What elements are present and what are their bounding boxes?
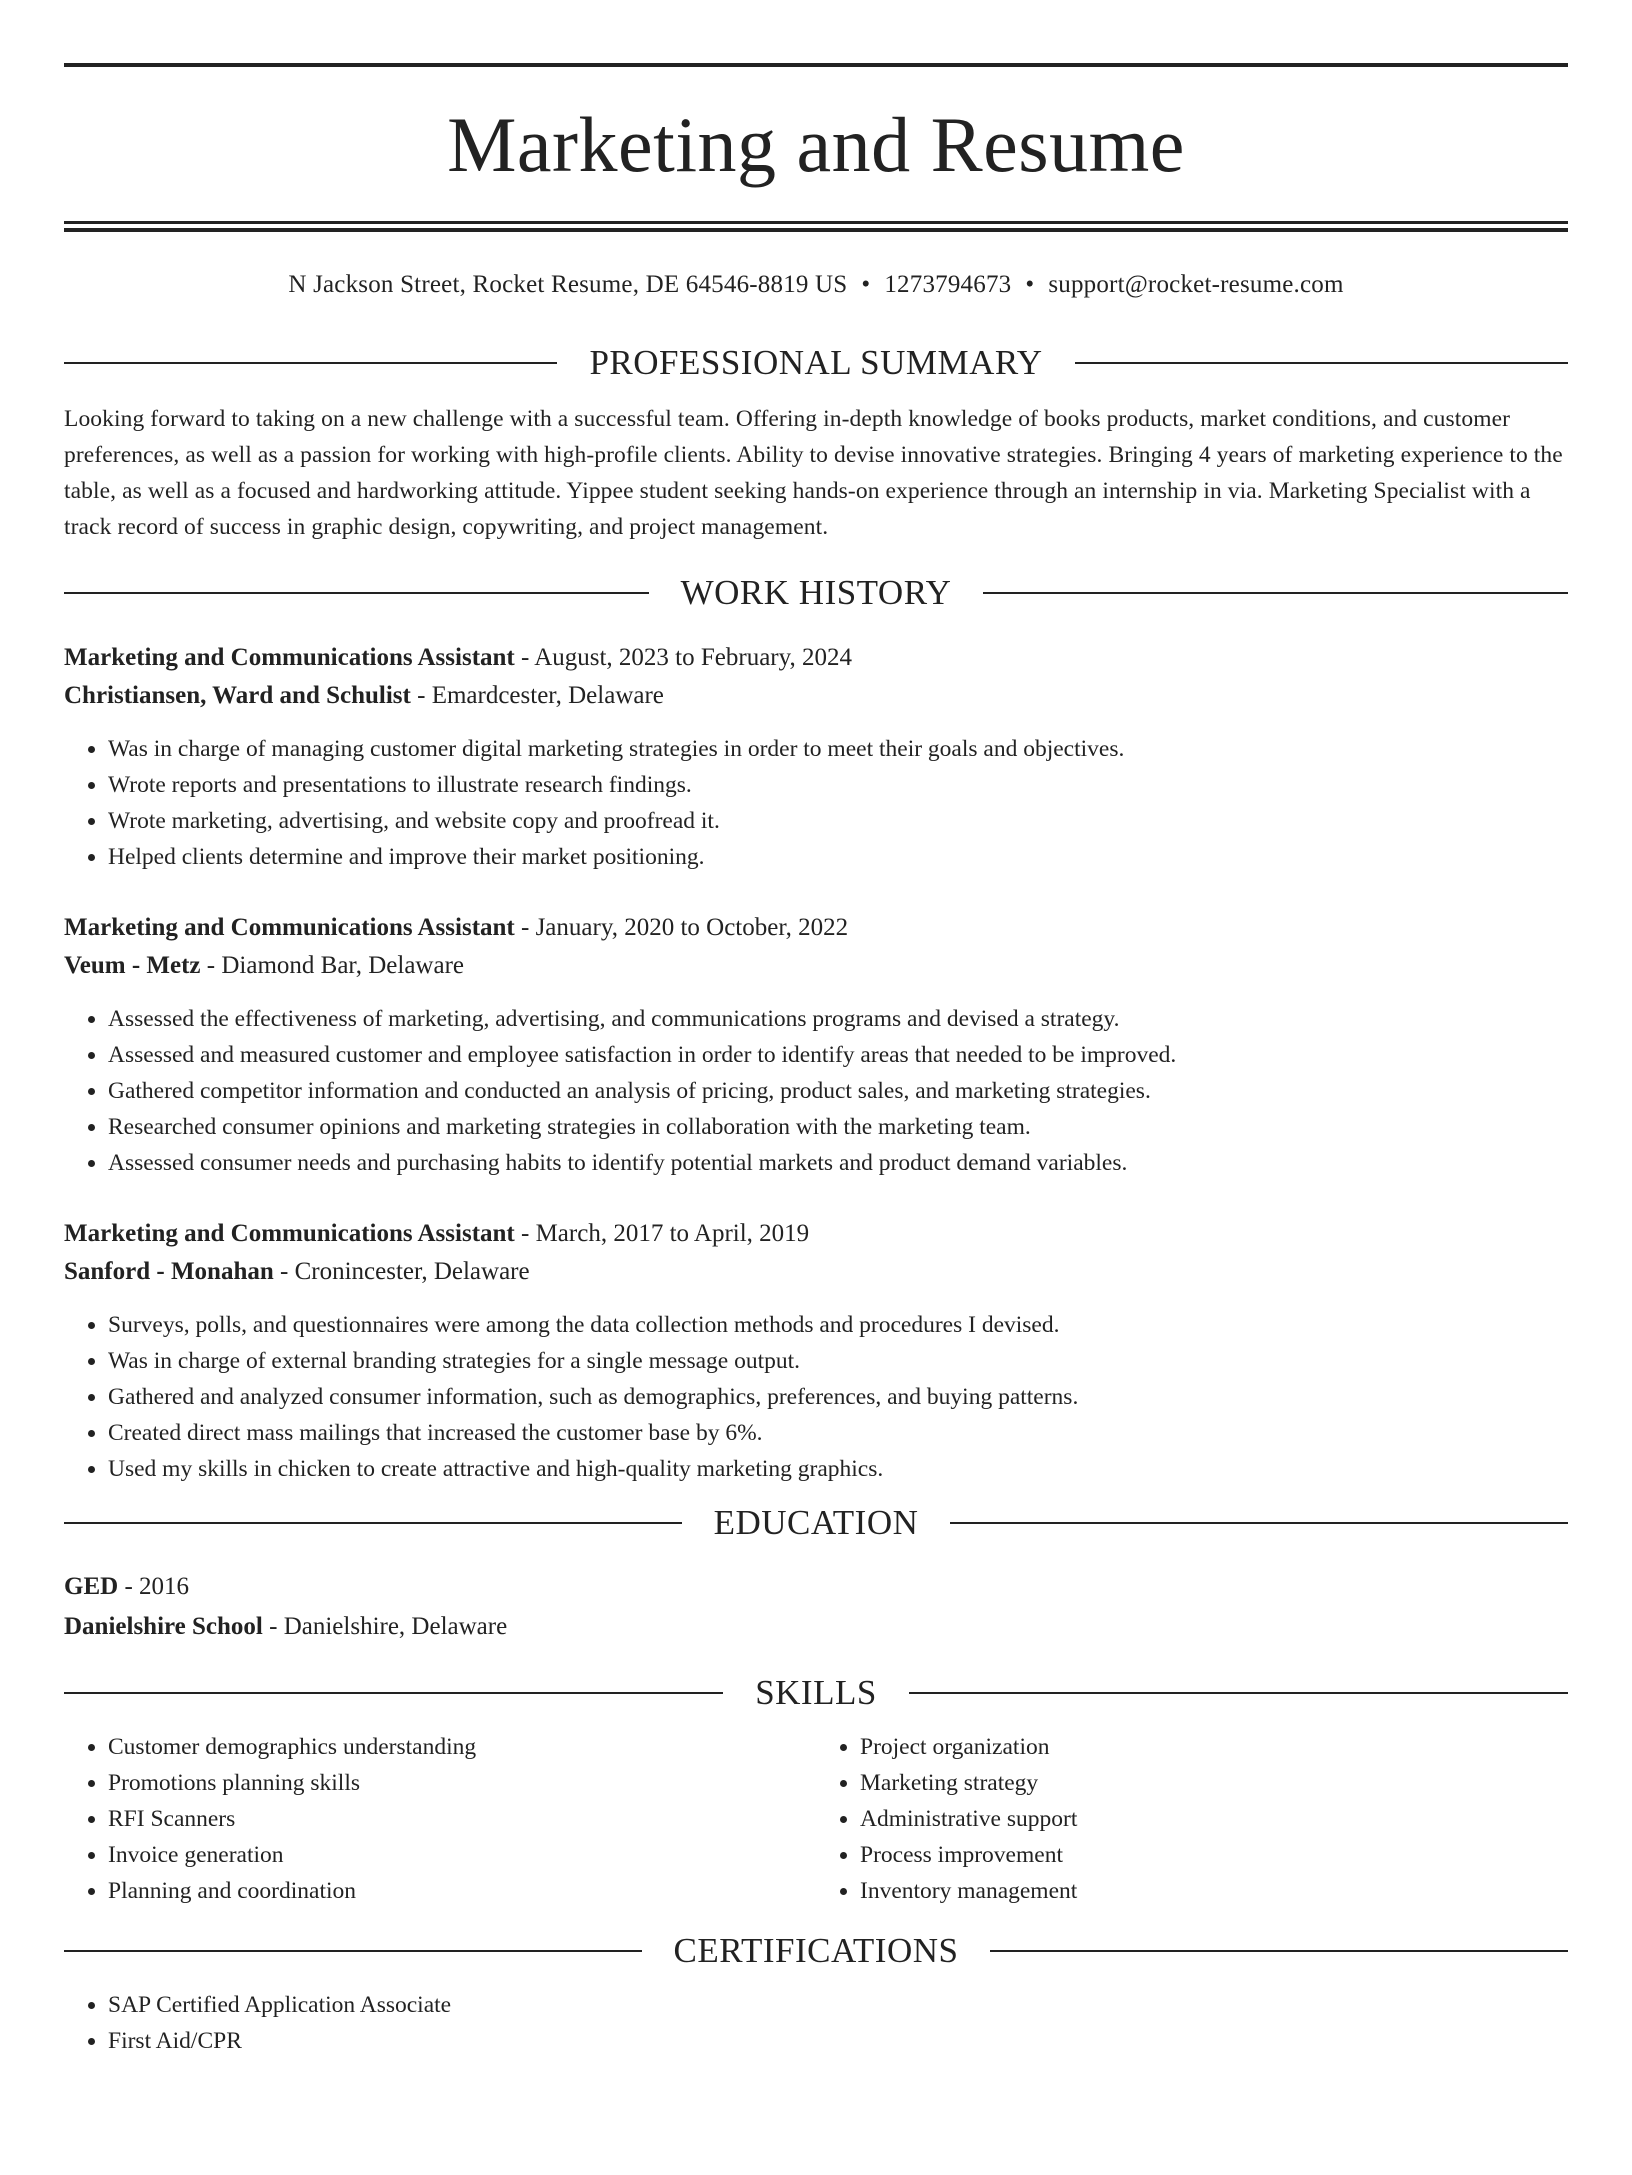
job-title-line: [64, 639, 1568, 677]
education-location: - Danielshire, Delaware: [262, 1613, 508, 1640]
skill-item: • Customer demographics understanding: [108, 1729, 816, 1765]
job-company-line: [64, 1253, 1568, 1291]
contact-phone: 1273794673: [884, 271, 1012, 298]
job-entry: [64, 909, 1568, 1181]
top-divider: [64, 63, 1568, 67]
resume-page: [0, 63, 1632, 2175]
certifications-list: [64, 1987, 1568, 2059]
job-title: Marketing and Communications Assistant: [64, 1220, 515, 1247]
job-title: Marketing and Communications Assistant: [64, 914, 515, 941]
job-bullet: • Helped clients determine and improve their market positioning.: [108, 839, 1568, 875]
job-bullet: • Used my skills in chicken to create attractive and high-quality marketing graphics.: [108, 1451, 1568, 1487]
job-bullet: • Wrote reports and presentations to illustrate research findings.: [108, 767, 1568, 803]
job-title-line: [64, 909, 1568, 947]
job-bullet: • Gathered competitor information and conducted an analysis of pricing, product sales, and marketing strategies.: [108, 1073, 1568, 1109]
education-school-line: [64, 1607, 1568, 1647]
certification-item: • SAP Certified Application Associate: [108, 1987, 1568, 2023]
skill-item: • Invoice generation: [108, 1837, 816, 1873]
skills-columns: [64, 1729, 1568, 1909]
job-location: - Cronincester, Delaware: [273, 1258, 530, 1285]
job-bullet: • Was in charge of external branding strategies for a single message output.: [108, 1343, 1568, 1379]
job-bullets: [64, 1307, 1568, 1487]
skills-left-list: [64, 1729, 816, 1909]
job-bullets: [64, 1001, 1568, 1181]
skill-item: • Administrative support: [860, 1801, 1568, 1837]
skill-item: • Process improvement: [860, 1837, 1568, 1873]
job-dates: - March, 2017 to April, 2019: [514, 1220, 810, 1247]
education-degree-line: [64, 1567, 1568, 1607]
summary-heading: [64, 341, 1568, 385]
job-location: - Emardcester, Delaware: [410, 682, 664, 709]
resume-name: Marketing and Resume: [447, 101, 1185, 188]
skill-item: • Planning and coordination: [108, 1873, 816, 1909]
contact-address: N Jackson Street, Rocket Resume, DE 64546-8819 US: [288, 271, 848, 298]
job-dates: - January, 2020 to October, 2022: [514, 914, 849, 941]
job-title: Marketing and Communications Assistant: [64, 644, 515, 671]
skills-heading: [64, 1671, 1568, 1715]
skill-item: • Promotions planning skills: [108, 1765, 816, 1801]
job-company-line: [64, 947, 1568, 985]
skill-item: • Marketing strategy: [860, 1765, 1568, 1801]
job-bullet: • Was in charge of managing customer digital marketing strategies in order to meet their goals and objectives.: [108, 731, 1568, 767]
skills-right-list: [816, 1729, 1568, 1909]
job-company: Christiansen, Ward and Schulist: [64, 682, 411, 709]
certifications-section: [64, 1987, 1568, 2059]
job-bullet: • Surveys, polls, and questionnaires were among the data collection methods and procedures I devised.: [108, 1307, 1568, 1343]
education-heading: [64, 1501, 1568, 1545]
job-entry: [64, 1215, 1568, 1487]
work-history-heading-label: WORK HISTORY: [680, 573, 952, 612]
education-heading-label: EDUCATION: [713, 1503, 919, 1542]
skill-item: • RFI Scanners: [108, 1801, 816, 1837]
job-entry: [64, 639, 1568, 875]
skills-heading-label: SKILLS: [755, 1673, 877, 1712]
education-school: Danielshire School: [64, 1613, 263, 1640]
job-bullet: • Created direct mass mailings that increased the customer base by 6%.: [108, 1415, 1568, 1451]
contact-separator: •: [861, 271, 871, 298]
contact-line: [64, 269, 1568, 301]
job-bullets: [64, 731, 1568, 875]
contact-separator: •: [1025, 271, 1035, 298]
name-double-divider: [64, 221, 1568, 232]
contact-email[interactable]: support@rocket-resume.com: [1048, 271, 1344, 298]
job-bullet: • Gathered and analyzed consumer information, such as demographics, preferences, and buying patterns.: [108, 1379, 1568, 1415]
job-bullet: • Assessed consumer needs and purchasing habits to identify potential markets and product demand variables.: [108, 1145, 1568, 1181]
skill-item: • Inventory management: [860, 1873, 1568, 1909]
job-company: Veum - Metz: [64, 952, 201, 979]
certification-item: • First Aid/CPR: [108, 2023, 1568, 2059]
job-dates: - August, 2023 to February, 2024: [514, 644, 852, 671]
skill-item: • Project organization: [860, 1729, 1568, 1765]
summary-heading-label: PROFESSIONAL SUMMARY: [589, 343, 1043, 382]
job-company: Sanford - Monahan: [64, 1258, 274, 1285]
job-company-line: [64, 677, 1568, 715]
education-year: - 2016: [118, 1573, 190, 1600]
job-bullet: • Researched consumer opinions and marketing strategies in collaboration with the marketing team.: [108, 1109, 1568, 1145]
education-entry: [64, 1567, 1568, 1647]
certifications-heading-label: CERTIFICATIONS: [673, 1931, 959, 1970]
job-location: - Diamond Bar, Delaware: [200, 952, 465, 979]
job-bullet: • Wrote marketing, advertising, and website copy and proofread it.: [108, 803, 1568, 839]
job-title-line: [64, 1215, 1568, 1253]
certifications-heading: [64, 1929, 1568, 1973]
job-bullet: • Assessed and measured customer and employee satisfaction in order to identify areas that needed to be improved.: [108, 1037, 1568, 1073]
job-bullet: • Assessed the effectiveness of marketing, advertising, and communications programs and devised a strategy.: [108, 1001, 1568, 1037]
work-history-heading: [64, 571, 1568, 615]
summary-text: Looking forward to taking on a new challenge with a successful team. Offering in-depth knowledge of books products, market conditions, and customer preferences, as well as a passion for working with high-profile clients. Ability to devise innovative strategies. Bringing 4 years of marketing experience to the table, as well as a focused and hardworking attitude. Yippee student seeking hands-on experience through an internship in via. Marketing Specialist with a track record of success in graphic design, copywriting, and project management.: [64, 406, 1563, 540]
education-degree: GED: [64, 1573, 119, 1600]
